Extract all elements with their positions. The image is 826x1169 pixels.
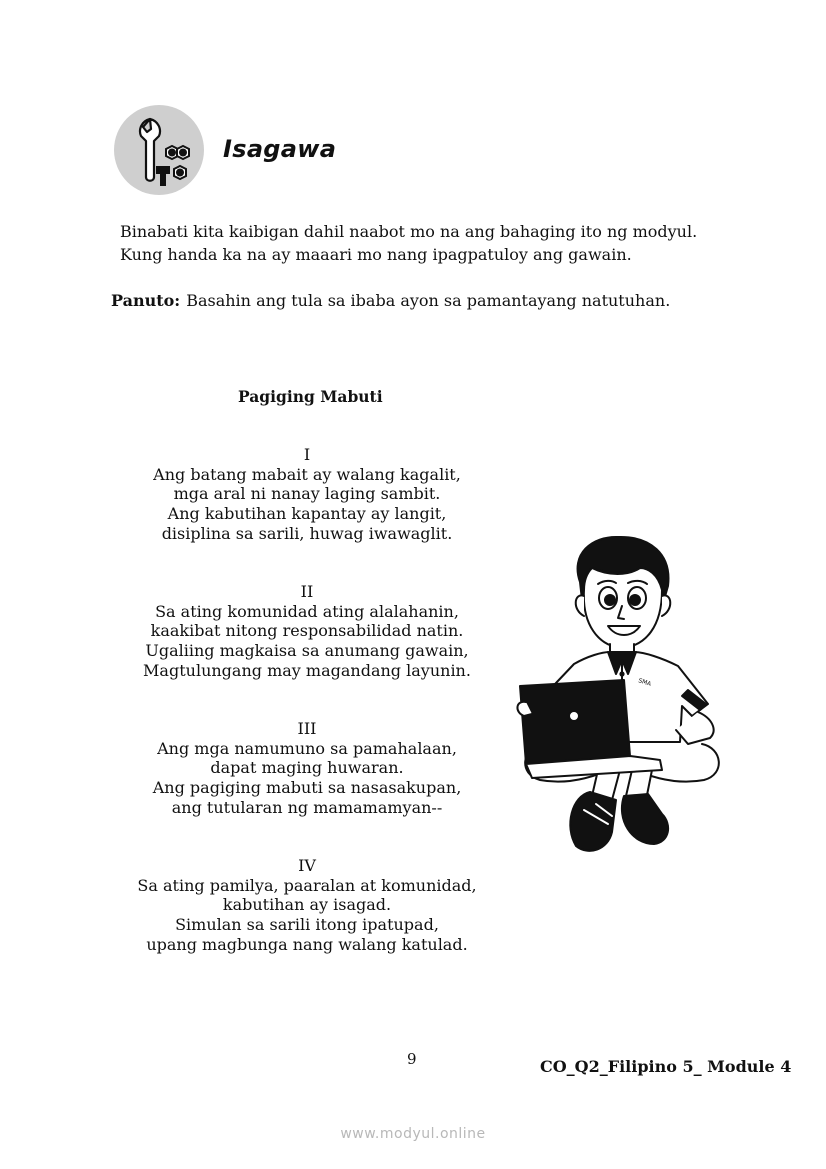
poem-line: Magtulungang may magandang layunin. <box>143 660 471 680</box>
poem-line: Ang pagiging mabuti sa nasasakupan, <box>152 778 462 798</box>
poem-stanza <box>107 719 507 818</box>
poem-line: Ang batang mabait ay walang kagalit, <box>153 464 461 484</box>
poem-line: kabutihan ay isagad. <box>222 895 392 915</box>
poem-line: disiplina sa sarili, huwag iwawaglit. <box>161 523 453 543</box>
poem-line: mga aral ni nanay laging sambit. <box>173 484 441 504</box>
poem-line: Ang kabutihan kapantay ay langit, <box>167 504 447 524</box>
module-code: CO_Q2_Filipino 5_ Module 4 <box>540 1057 792 1076</box>
boy-with-laptop-illustration <box>512 534 722 856</box>
instruction-text: Basahin ang tula sa ibaba ayon sa pamantayang natutuhan. <box>186 291 671 310</box>
poem-line: kaakibat nitong responsabilidad natin. <box>150 621 464 641</box>
stanza-number: IV <box>298 856 316 875</box>
stanza-number: I <box>303 445 311 464</box>
intro-line: Binabati kita kaibigan dahil naabot mo na ang bahaging ito ng modyul. <box>120 222 698 241</box>
instruction <box>111 291 670 310</box>
poem-line: upang magbunga nang walang katulad. <box>146 934 468 954</box>
poem-line: Ang mga namumuno sa pamahalaan, <box>157 738 457 758</box>
poem-line: Sa ating pamilya, paaralan at komunidad, <box>137 875 477 895</box>
poem-title: Pagiging Mabuti <box>238 387 383 406</box>
poem-line: dapat maging huwaran. <box>210 758 404 778</box>
poem-stanza <box>107 856 507 955</box>
stanza-number: III <box>297 719 317 738</box>
intro-paragraph <box>120 220 726 266</box>
page-number: 9 <box>407 1050 417 1068</box>
tools-icon <box>114 105 204 195</box>
section-title: Isagawa <box>223 135 337 163</box>
poem-line: Simulan sa sarili itong ipatupad, <box>175 915 439 935</box>
poem-line: ang tutularan ng mamamamyan-- <box>171 797 443 817</box>
shirt-logo-text: SMA <box>637 677 652 688</box>
intro-line: Kung handa ka na ay maaari mo nang ipagpatuloy ang gawain. <box>120 245 632 264</box>
poem-stanza <box>107 445 507 544</box>
poem-stanza <box>107 582 507 681</box>
instruction-label: Panuto: <box>111 291 181 310</box>
poem-line: Sa ating komunidad ating alalahanin, <box>155 601 459 621</box>
stanza-number: II <box>300 582 314 601</box>
poem-line: Ugaliing magkaisa sa anumang gawain, <box>145 641 469 661</box>
watermark[interactable]: www.modyul.online <box>340 1126 486 1142</box>
